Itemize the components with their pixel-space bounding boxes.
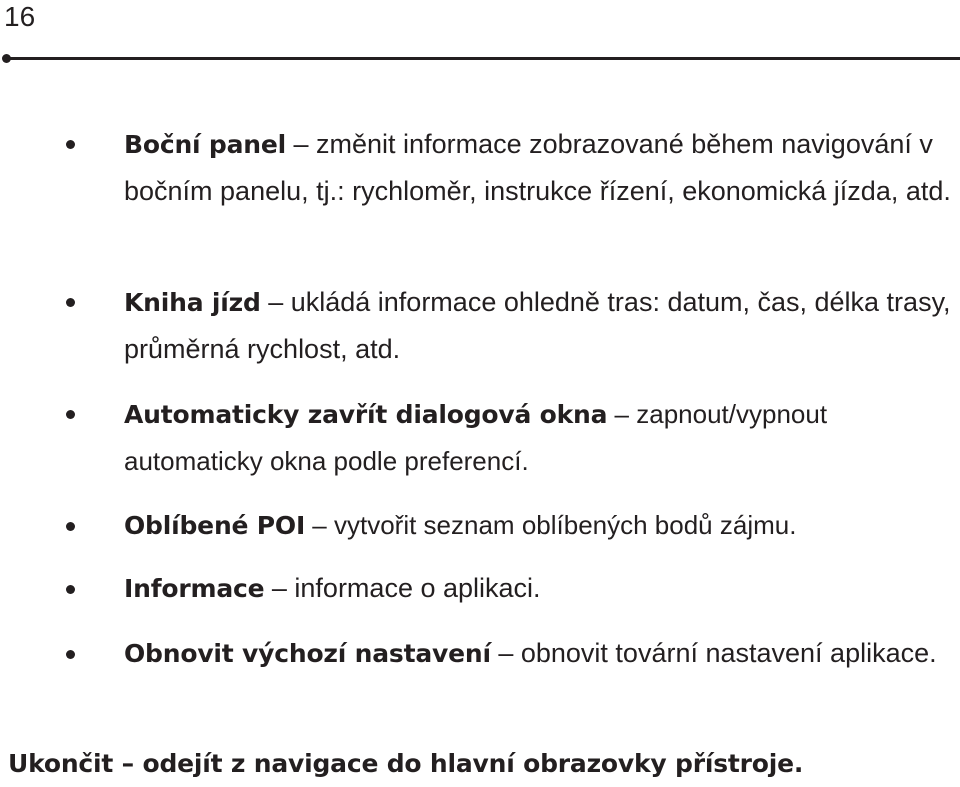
bullet-icon bbox=[66, 522, 75, 531]
item-term: Obnovit výchozí nastavení bbox=[124, 639, 491, 668]
page-number: 16 bbox=[4, 1, 36, 32]
item-term: Informace bbox=[124, 574, 265, 603]
item-description: – změnit informace zobrazované během navigování v bočním panelu, tj.: rychloměr, instrukce řízení, ekonomická jízda, atd. bbox=[124, 129, 951, 206]
item-term: Boční panel bbox=[124, 130, 287, 159]
item-term: Kniha jízd bbox=[124, 288, 261, 317]
list-item-auto-close-dialogs bbox=[124, 391, 954, 485]
list-item-logbook bbox=[124, 279, 954, 373]
list-item-favorite-poi bbox=[124, 502, 954, 549]
item-description: – vytvořit seznam oblíbených bodů zájmu. bbox=[305, 510, 797, 540]
list-item-side-panel bbox=[124, 121, 954, 215]
bullet-icon bbox=[66, 298, 75, 307]
list-item-information bbox=[124, 565, 954, 612]
list-item-restore-defaults bbox=[124, 630, 954, 677]
item-description: – ukládá informace ohledně tras: datum, čas, délka trasy, průměrná rychlost, atd. bbox=[124, 287, 951, 364]
item-term: Automaticky zavřít dialogová okna bbox=[124, 400, 608, 429]
header-rule bbox=[8, 57, 960, 60]
item-term: Oblíbené POI bbox=[124, 511, 306, 540]
item-description: – zapnout/vypnout automaticky okna podle preferencí. bbox=[124, 399, 828, 476]
bullet-icon bbox=[66, 410, 75, 419]
item-description: – informace o aplikaci. bbox=[264, 573, 541, 603]
bullet-icon bbox=[66, 650, 75, 659]
bullet-icon bbox=[66, 140, 75, 149]
item-description: – obnovit tovární nastavení aplikace. bbox=[490, 638, 937, 668]
bullet-icon bbox=[66, 585, 75, 594]
exit-description: Ukončit – odejít z navigace do hlavní obrazovky přístroje. bbox=[8, 749, 804, 778]
